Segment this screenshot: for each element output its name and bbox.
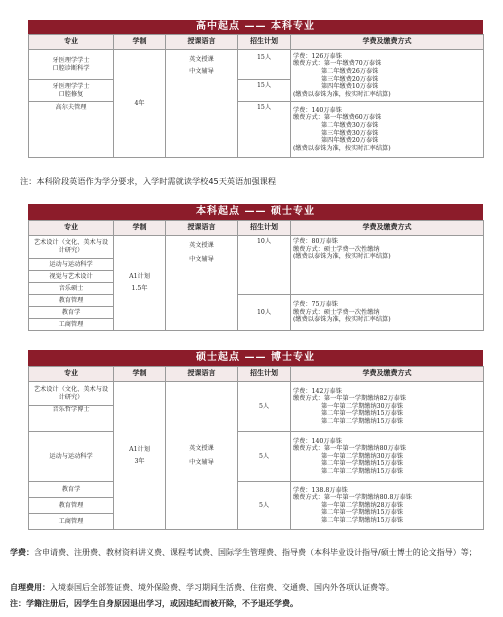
duration-cell: 4年 [114,50,166,158]
tuition-label: 学费： [10,548,34,557]
table-doctoral [28,350,483,530]
table-undergrad [28,20,483,158]
undergrad-note: 注：本科阶段英语作为学分要求，入学时需就读学校45天英语加强课程 [20,176,277,186]
selfpay-label: 自理费用： [10,583,50,592]
major-cell: 音乐哲学博士 [29,406,114,432]
duration-cell: A1计划 1.5年 [114,236,166,331]
major-cell: 牙医理学学士 口腔诊断科学 [29,50,114,80]
master-grid [28,220,484,331]
undergrad-grid [28,34,484,158]
major-cell: 教育管理 [29,498,114,514]
doctoral-grid [28,366,484,530]
fees-cell: 学费：140万泰铢 缴费方式：第一年第一学期缴纳80万泰铢 第一年第二学期缴纳30万泰铢 第二年第一学期缴纳15万泰铢 第二年第二学期缴纳15万泰铢 [291,432,484,482]
tuition-text: 含申请费、注册费、教材资料讲义费、课程考试费、国际学生管理费、指导费（本科毕业设计指导/硕士博士的论文指导）等； [34,548,477,557]
major-cell: 工商管理 [29,319,114,331]
plan-cell: 10人 [238,295,291,331]
major-cell: 视觉与艺术设计 [29,271,114,283]
language-cell: 英文授课 中文辅导 [166,236,238,331]
major-cell: 音乐硕士 [29,283,114,295]
language-cell: 英文授课 中文辅导 [166,50,238,158]
col-plan: 招生计划 [238,221,291,236]
major-cell: 艺术设计（文化、美术与设计研究） [29,236,114,259]
table-master-title: 本科起点 —— 硕士专业 [28,204,483,220]
col-language: 授课语言 [166,367,238,382]
language-cell: 英文授课 中文辅导 [166,382,238,530]
selfpay-note [10,581,495,594]
major-cell: 艺术设计（文化、美术与设计研究） [29,382,114,406]
refund-warning: 注：学籍注册后，因学生自身原因退出学习，或因违纪而被开除，不予退还学费。 [10,599,298,608]
duration-cell: A1计划 3年 [114,382,166,530]
major-cell: 教育管理 [29,295,114,307]
fees-cell: 学费：138.8万泰铢 缴费方式：第一年第一学期缴纳80.8万泰铢 第一年第二学期缴纳28万泰铢 第二年第一学期缴纳15万泰铢 第二年第二学期缴纳15万泰铢 [291,482,484,530]
col-plan: 招生计划 [238,367,291,382]
col-language: 授课语言 [166,35,238,50]
table-master [28,204,483,331]
col-duration: 学制 [114,35,166,50]
major-cell: 高尔夫管理 [29,102,114,158]
col-major: 专业 [29,367,114,382]
fees-cell: 学费：140万泰铢 缴费方式：第一年缴费60万泰铢 第二年缴费30万泰铢 第三年缴费30万泰铢 第四年缴费20万泰铢 (缴费以泰铢为准，按实时汇率结算) [291,102,484,158]
major-cell: 教育学 [29,482,114,498]
plan-cell: 5人 [238,432,291,482]
col-fees: 学费及缴费方式 [291,367,484,382]
major-cell: 运动与运动科学 [29,259,114,271]
selfpay-text: 入境泰国后全部签证费、境外保险费、学习期间生活费、住宿费、交通费、国内外各项认证费等。 [50,583,394,592]
fees-cell: 学费：142万泰铢 缴费方式：第一年第一学期缴纳82万泰铢 第一年第二学期缴纳30万泰铢 第二年第一学期缴纳15万泰铢 第二年第二学期缴纳15万泰铢 [291,382,484,432]
plan-cell: 5人 [238,482,291,530]
major-cell: 教育学 [29,307,114,319]
tuition-note [10,546,495,559]
plan-cell: 15人 [238,102,291,158]
fees-cell: 学费：75万泰铢 缴费方式：硕士学费一次性缴纳 (缴费以泰铢为准，按实时汇率结算) [291,295,484,331]
plan-cell: 10人 [238,236,291,295]
fees-cell: 学费：80万泰铢 缴费方式：硕士学费一次性缴纳 (缴费以泰铢为准，按实时汇率结算) [291,236,484,295]
col-duration: 学制 [114,221,166,236]
fees-cell: 学费：126万泰铢 缴费方式：第一年缴费70万泰铢 第二年缴费26万泰铢 第三年缴费20万泰铢 第四年缴费10万泰铢 (缴费以泰铢为准，按实时汇率结算) [291,50,484,102]
major-cell: 工商管理 [29,514,114,530]
table-doctoral-title: 硕士起点 —— 博士专业 [28,350,483,366]
col-major: 专业 [29,35,114,50]
plan-cell: 15人 [238,50,291,80]
col-major: 专业 [29,221,114,236]
plan-cell: 15人 [238,80,291,102]
major-cell: 牙医理学学士 口腔修复 [29,80,114,102]
major-cell: 运动与运动科学 [29,432,114,482]
col-fees: 学费及缴费方式 [291,35,484,50]
col-plan: 招生计划 [238,35,291,50]
col-fees: 学费及缴费方式 [291,221,484,236]
table-undergrad-title: 高中起点 —— 本科专业 [28,20,483,34]
col-language: 授课语言 [166,221,238,236]
plan-cell: 5人 [238,382,291,432]
col-duration: 学制 [114,367,166,382]
